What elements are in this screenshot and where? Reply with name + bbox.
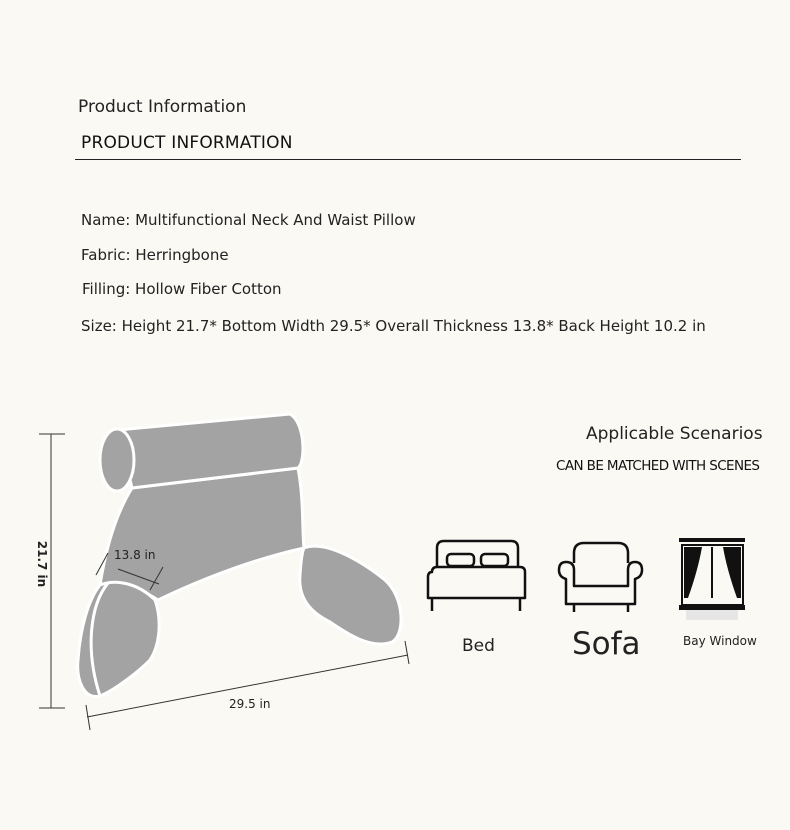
scenario-icons <box>420 530 760 620</box>
dim-label-depth: 13.8 in <box>114 548 156 562</box>
scenario-label-sofa: Sofa <box>572 626 641 662</box>
sofa-icon <box>559 543 642 612</box>
pillow-neck-roll-end <box>100 429 134 491</box>
scenarios-subtitle: CAN BE MATCHED WITH SCENES <box>556 458 760 474</box>
dim-label-height: 21.7 in <box>35 540 50 588</box>
section-subtitle: PRODUCT INFORMATION <box>81 133 293 153</box>
scenario-label-bay-window: Bay Window <box>683 634 757 648</box>
scenario-label-bed: Bed <box>462 636 495 656</box>
dim-label-width: 29.5 in <box>229 697 271 711</box>
divider <box>75 159 741 160</box>
spec-name: Name: Multifunctional Neck And Waist Pillow <box>81 211 416 229</box>
dim-tick-width-left <box>86 705 90 730</box>
scenarios-title: Applicable Scenarios <box>586 424 763 444</box>
pillow-right-arm <box>300 546 401 644</box>
section-title: Product Information <box>78 97 247 117</box>
dim-tick-width-right <box>405 641 409 664</box>
bay-window-icon <box>679 538 745 620</box>
bed-icon <box>428 541 525 611</box>
pillow-illustration <box>0 400 420 740</box>
spec-size: Size: Height 21.7* Bottom Width 29.5* Overall Thickness 13.8* Back Height 10.2 in <box>81 317 706 335</box>
spec-fabric: Fabric: Herringbone <box>81 246 229 264</box>
spec-filling: Filling: Hollow Fiber Cotton <box>82 280 282 298</box>
